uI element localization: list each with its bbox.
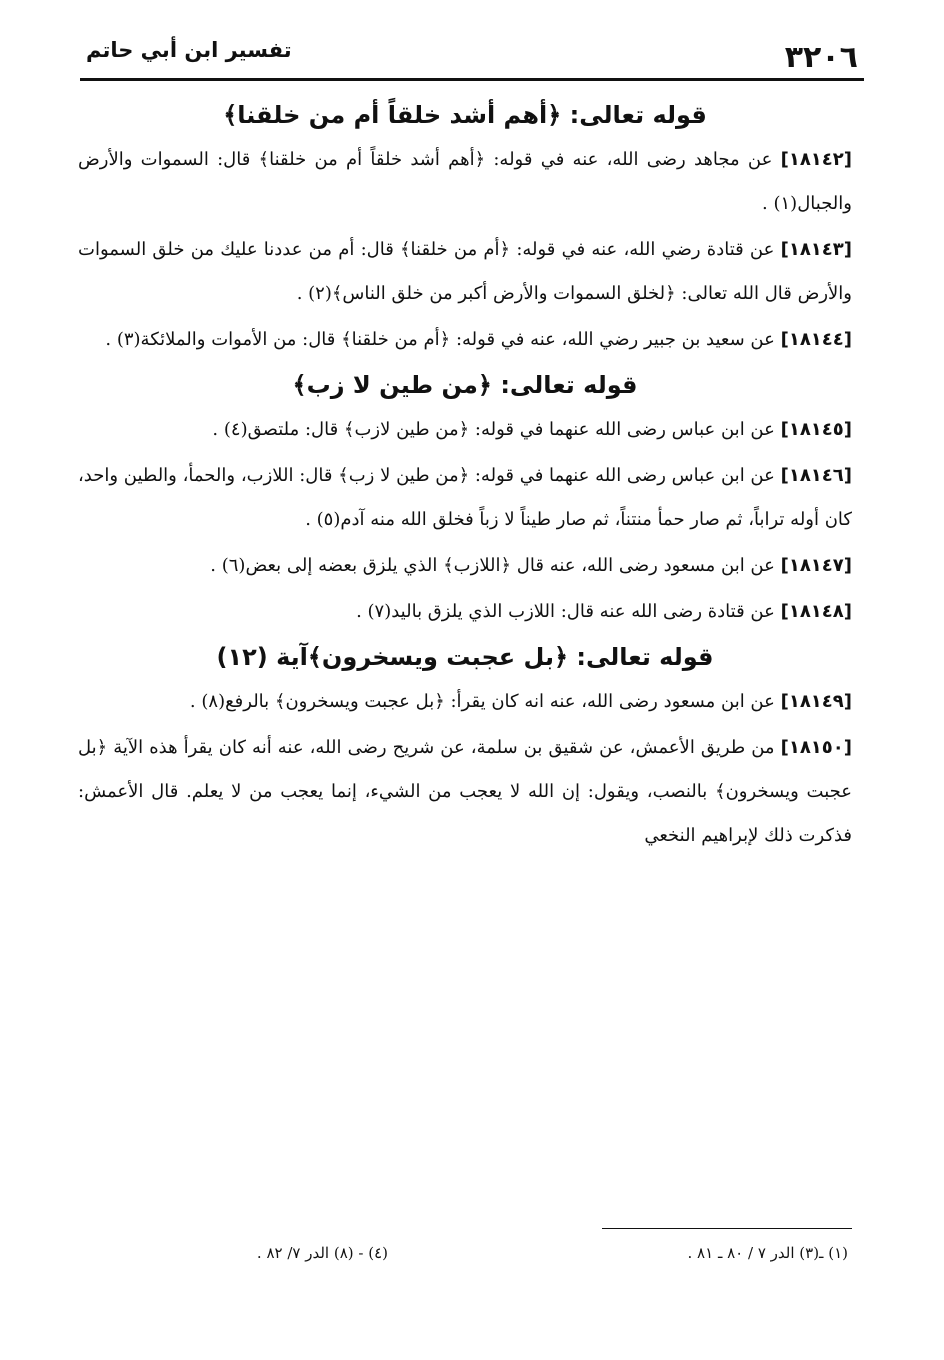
narration-number: [١٨١٤٨] [780, 601, 852, 622]
narration-number: [١٨١٤٢] [780, 149, 852, 170]
narration-number: [١٨١٤٤] [780, 329, 852, 350]
section-heading: قوله تعالى: ﴿بل عجبت ويسخرون﴾آية (١٢) [216, 643, 714, 671]
narration-number: [١٨١٤٦] [780, 465, 852, 486]
narration-paragraph [78, 228, 852, 316]
page-header [80, 28, 864, 81]
page-number: ٣٢٠٦ [784, 40, 858, 75]
narration-paragraph [78, 726, 852, 858]
narration-number: [١٨١٤٣] [780, 239, 852, 260]
narration-text: عن سعيد بن جبير رضي الله، عنه في قوله: ﴿أم من خلقنا﴾ قال: من الأموات والملائكة(٣) . [105, 329, 781, 350]
narration-text: عن ابن عباس رضى الله عنهما في قوله: ﴿من طين لا زب﴾ قال: اللازب، والحمأ، والطين واحد، كان أوله تراباً، ثم صار حمأ منتناً، ثم صار طيناً لا زباً فخلق الله منه آدم(٥) . [78, 465, 852, 530]
narration-number: [١٨١٤٩] [780, 691, 852, 712]
narration-paragraph [78, 590, 852, 634]
page-body [78, 92, 852, 858]
section-heading: قوله تعالى: ﴿من طين لا زب﴾ [292, 371, 638, 399]
narration-text: عن مجاهد رضى الله، عنه في قوله: ﴿أهم أشد خلقاً أم من خلقنا﴾ قال: السموات والأرض والجبال(١) . [78, 149, 852, 214]
narration-number: [١٨١٤٧] [780, 555, 852, 576]
section-heading: قوله تعالى: ﴿أهم أشد خلقاً أم من خلقنا﴾ [223, 101, 707, 129]
narration-paragraph [78, 454, 852, 542]
footnote-right: (١) ـ(٣) الدر ٧ / ٨٠ ـ ٨١ . [687, 1244, 848, 1262]
narration-paragraph [78, 408, 852, 452]
narration-text: عن ابن عباس رضى الله عنهما في قوله: ﴿من طين لازب﴾ قال: ملتصق(٤) . [212, 419, 781, 440]
footnotes [90, 1238, 848, 1268]
footnote-divider [602, 1228, 852, 1229]
narration-text: من طريق الأعمش، عن شقيق بن سلمة، عن شريح رضى الله، عنه أنه كان يقرأ هذه الآية ﴿بل عجبت ويسخرون﴾ بالنصب، ويقول: إن الله لا يعجب من الشيء، إنما يعجب من لا يعلم. قال الأعمش: فذكرت ذلك لإبراهيم النخعي [78, 737, 852, 846]
narration-number: [١٨١٤٥] [780, 419, 852, 440]
book-title: تفسير ابن أبي حاتم [86, 38, 292, 62]
narration-paragraph [78, 680, 852, 724]
narration-text: عن ابن مسعود رضى الله، عنه قال ﴿اللازب﴾ الذي يلزق بعضه إلى بعض(٦) . [210, 555, 781, 576]
narration-number: [١٨١٥٠] [780, 737, 852, 758]
narration-text: عن قتادة رضى الله عنه قال: اللازب الذي يلزق باليد(٧) . [356, 601, 781, 622]
narration-paragraph [78, 138, 852, 226]
footnote-left: (٤) - (٨) الدر ٧/ ٨٢ . [256, 1244, 388, 1262]
narration-text: عن قتادة رضي الله، عنه في قوله: ﴿أم من خلقنا﴾ قال: أم من عددنا عليك من خلق السموات والأرض قال الله تعالى: ﴿لخلق السموات والأرض أكبر من خلق الناس﴾(٢) . [78, 239, 852, 304]
narration-paragraph [78, 544, 852, 588]
narration-text: عن ابن مسعود رضى الله، عنه انه كان يقرأ: ﴿بل عجبت ويسخرون﴾ بالرفع(٨) . [189, 691, 781, 712]
narration-paragraph [78, 318, 852, 362]
